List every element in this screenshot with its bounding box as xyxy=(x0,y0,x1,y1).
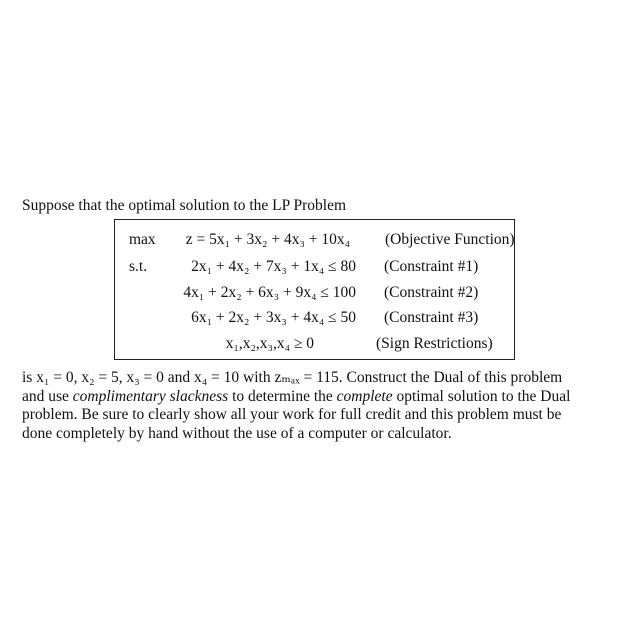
row-tag: (Constraint #2) xyxy=(384,284,479,301)
instructions-line: done completely by hand without the use of a computer or calculator. xyxy=(22,424,452,442)
problem-instructions xyxy=(22,369,622,443)
row-label: max xyxy=(129,231,156,248)
objective-expression: z = 5x₁ + 3x₂ + 4x₃ + 10x₄ xyxy=(185,231,350,248)
instructions-line: problem. Be sure to clearly show all your work for full credit and this problem must be xyxy=(22,406,562,423)
problem-intro: Suppose that the optimal solution to the LP Problem xyxy=(22,197,347,214)
lp-problem-box xyxy=(114,219,515,360)
constraint-row-1 xyxy=(115,256,514,278)
constraint-expression: 4x₁ + 2x₂ + 6x₃ + 9x₄ ≤ 100 xyxy=(183,284,356,301)
constraint-expression: 2x₁ + 4x₂ + 7x₃ + 1x₄ ≤ 80 xyxy=(191,258,356,275)
constraint-row-3 xyxy=(115,307,514,329)
row-tag: (Objective Function) xyxy=(385,231,515,248)
instructions-text: to determine the xyxy=(228,387,337,405)
sign-restrictions-row xyxy=(115,333,514,355)
row-tag: (Constraint #1) xyxy=(384,258,479,275)
row-tag: (Sign Restrictions) xyxy=(376,335,493,352)
instructions-line: is x₁ = 0, x₂ = 5, x₃ = 0 and x₄ = 10 with zₘₐₓ = 115. Construct the Dual of this problem xyxy=(22,369,563,386)
instructions-text: optimal solution to the Dual xyxy=(392,387,571,405)
row-label: s.t. xyxy=(129,258,148,275)
instructions-text: and use xyxy=(22,387,73,405)
emphasized-term: complimentary slackness xyxy=(72,387,229,405)
sign-restrictions-expression: x₁,x₂,x₃,x₄ ≥ 0 xyxy=(225,335,314,352)
constraint-expression: 6x₁ + 2x₂ + 3x₃ + 4x₄ ≤ 50 xyxy=(191,309,356,326)
row-tag: (Constraint #3) xyxy=(384,309,479,326)
instructions-line xyxy=(22,388,622,407)
constraint-row-2 xyxy=(115,282,514,304)
objective-row xyxy=(115,229,514,251)
emphasized-term: complete xyxy=(336,387,393,405)
